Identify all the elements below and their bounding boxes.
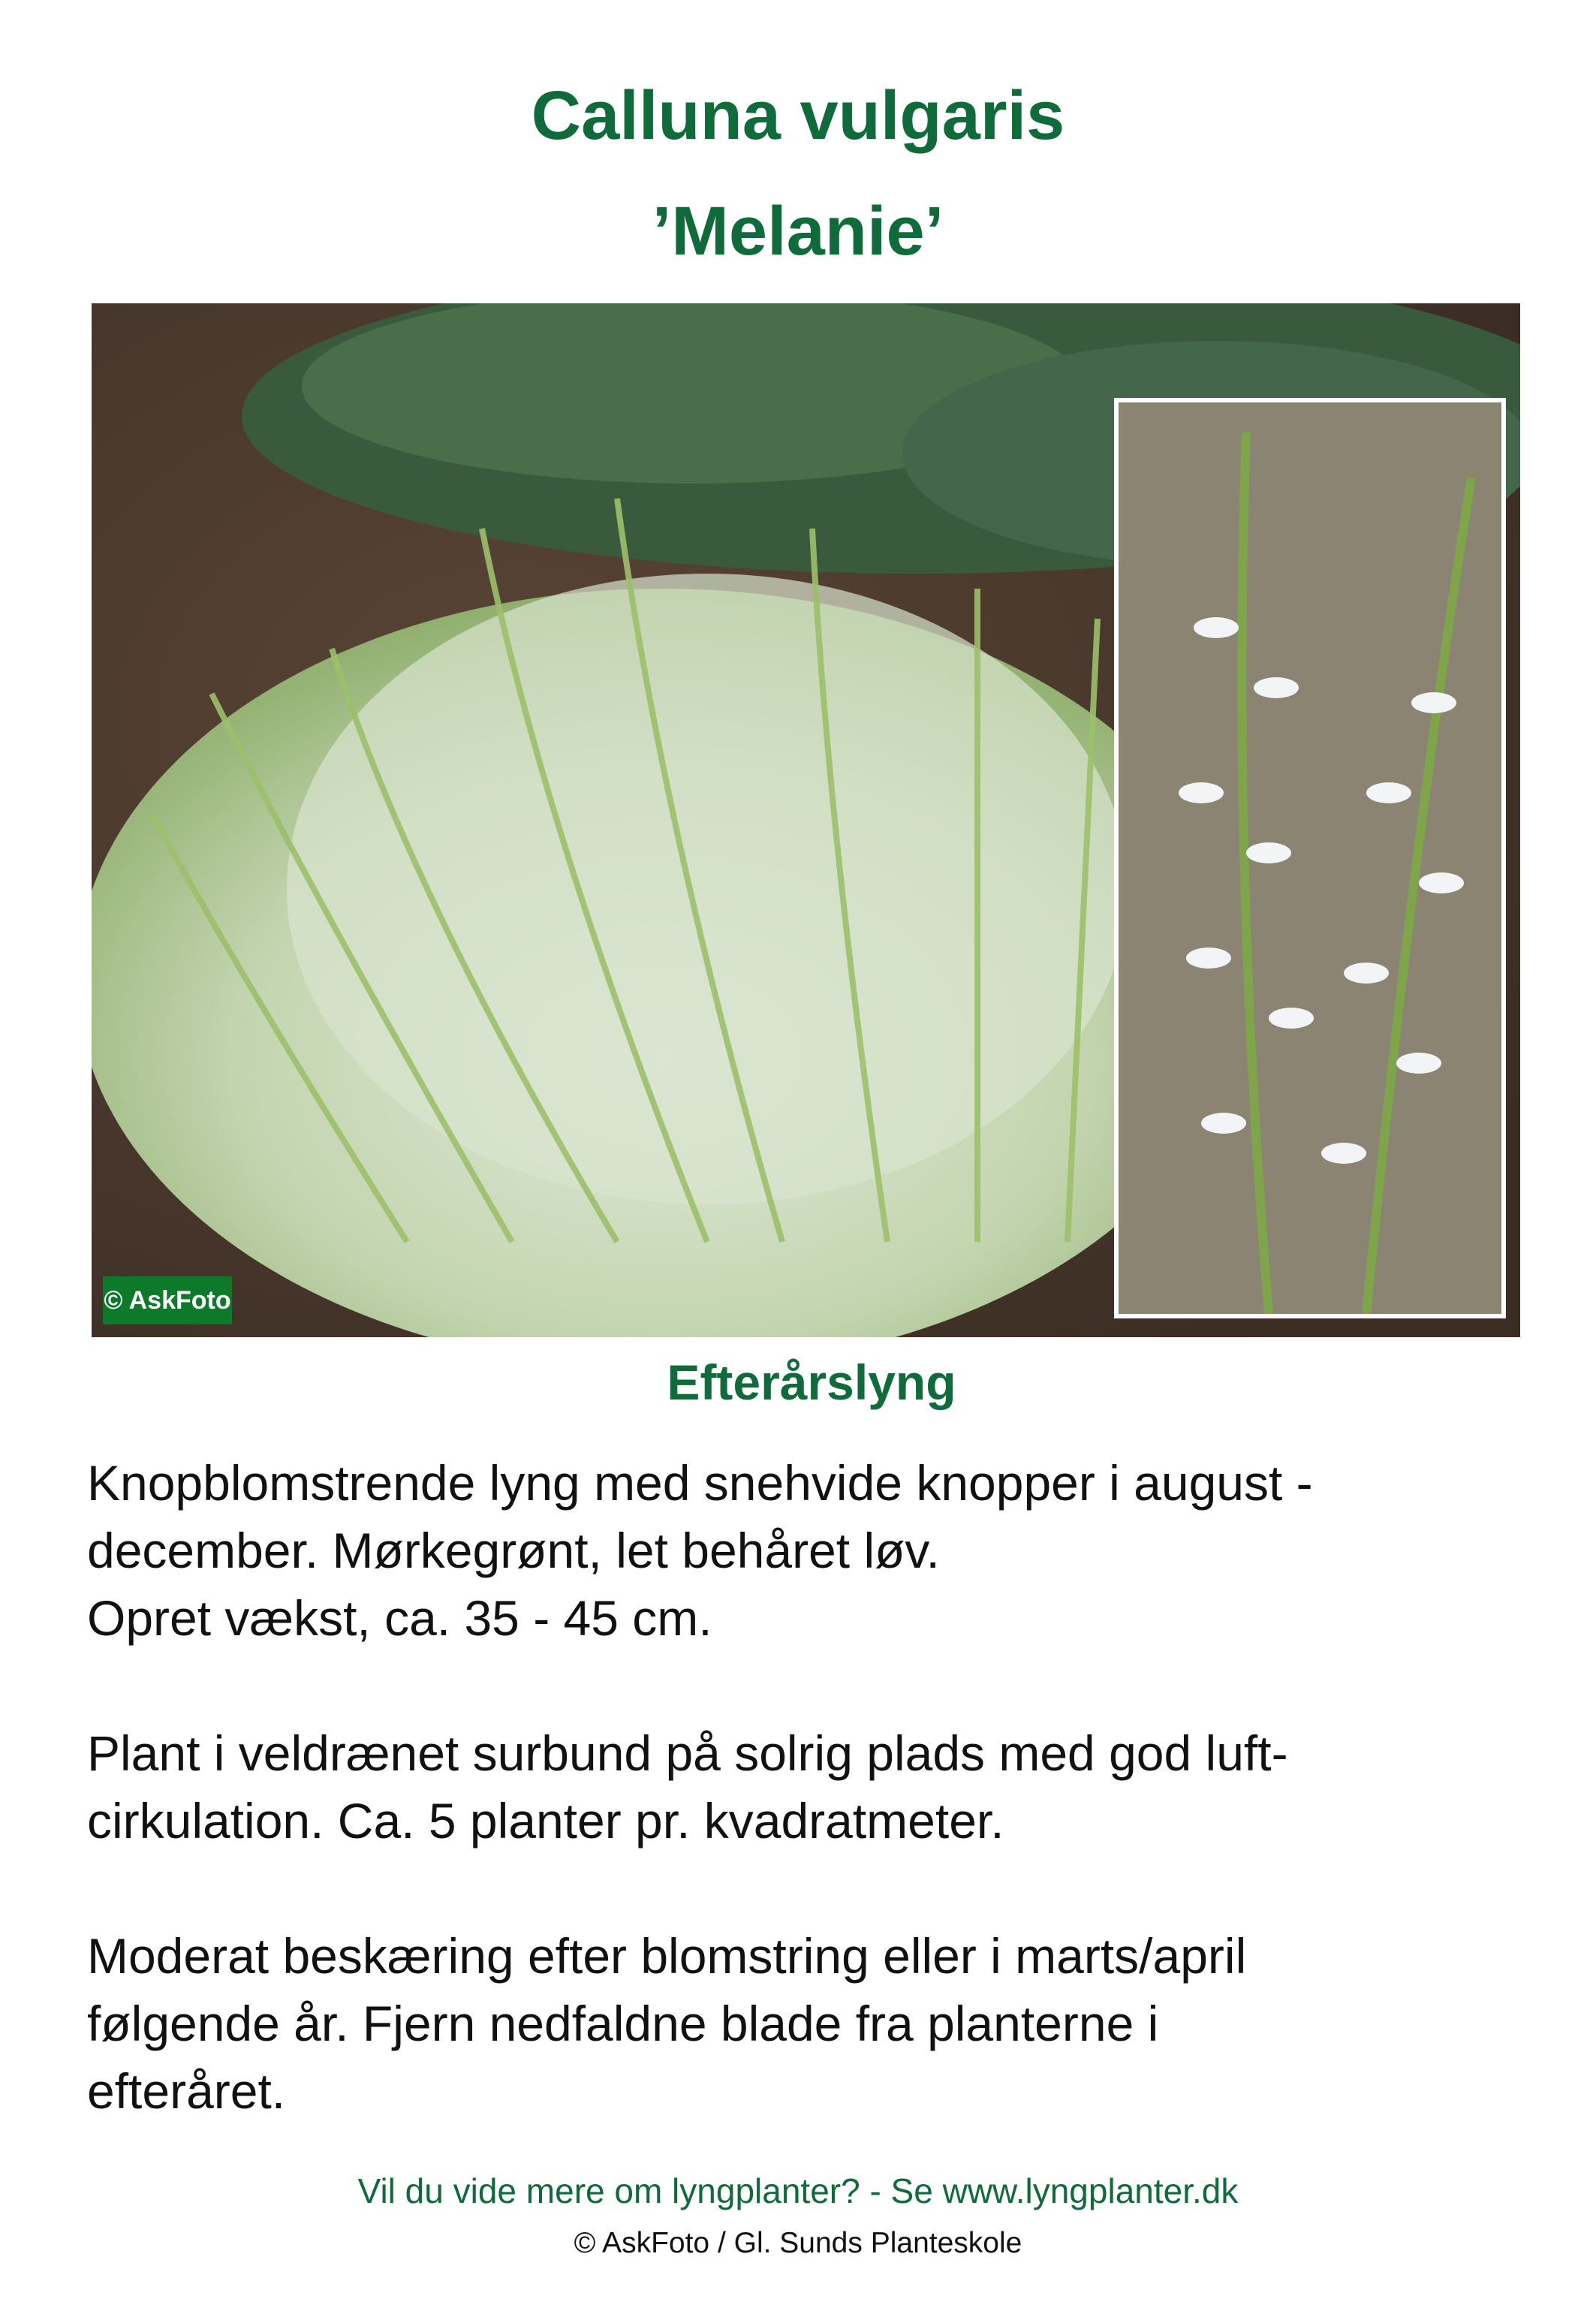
text-line: Knopblomstrende lyng med snehvide knopper i august - [87, 1455, 1313, 1511]
flower-spike-illustration [1119, 402, 1501, 1314]
text-line: efteråret. [87, 2063, 286, 2119]
planting-paragraph [87, 1719, 1558, 1855]
text-line: Plant i veldrænet surbund på solrig plads med god luft- [87, 1725, 1288, 1781]
photo-credit-badge: © AskFoto [103, 1276, 232, 1324]
plant-latin-name: Calluna vulgaris [531, 77, 1065, 154]
text-line: Moderat beskæring efter blomstring eller i marts/april [87, 1928, 1247, 1984]
text-line: december. Mørkegrønt, let behåret løv. [87, 1523, 940, 1578]
cultivar-name: ’Melanie’ [652, 193, 944, 270]
flower-closeup-inset [1114, 398, 1506, 1318]
text-line: følgende år. Fjern nedfaldne blade fra planterne i [87, 1996, 1159, 2051]
footer-info-link[interactable]: Vil du vide mere om lyngplanter? - Se www.lyngplanter.dk [357, 2171, 1239, 2210]
pruning-paragraph [87, 1922, 1558, 2125]
description-paragraph [87, 1449, 1558, 1652]
common-name-heading: Efterårslyng [667, 1354, 956, 1410]
text-line: Opret vækst, ca. 35 - 45 cm. [87, 1590, 712, 1646]
text-line: cirkulation. Ca. 5 planter pr. kvadratmeter. [87, 1793, 1004, 1849]
footer-copyright: © AskFoto / Gl. Sunds Planteskole [574, 2227, 1022, 2259]
